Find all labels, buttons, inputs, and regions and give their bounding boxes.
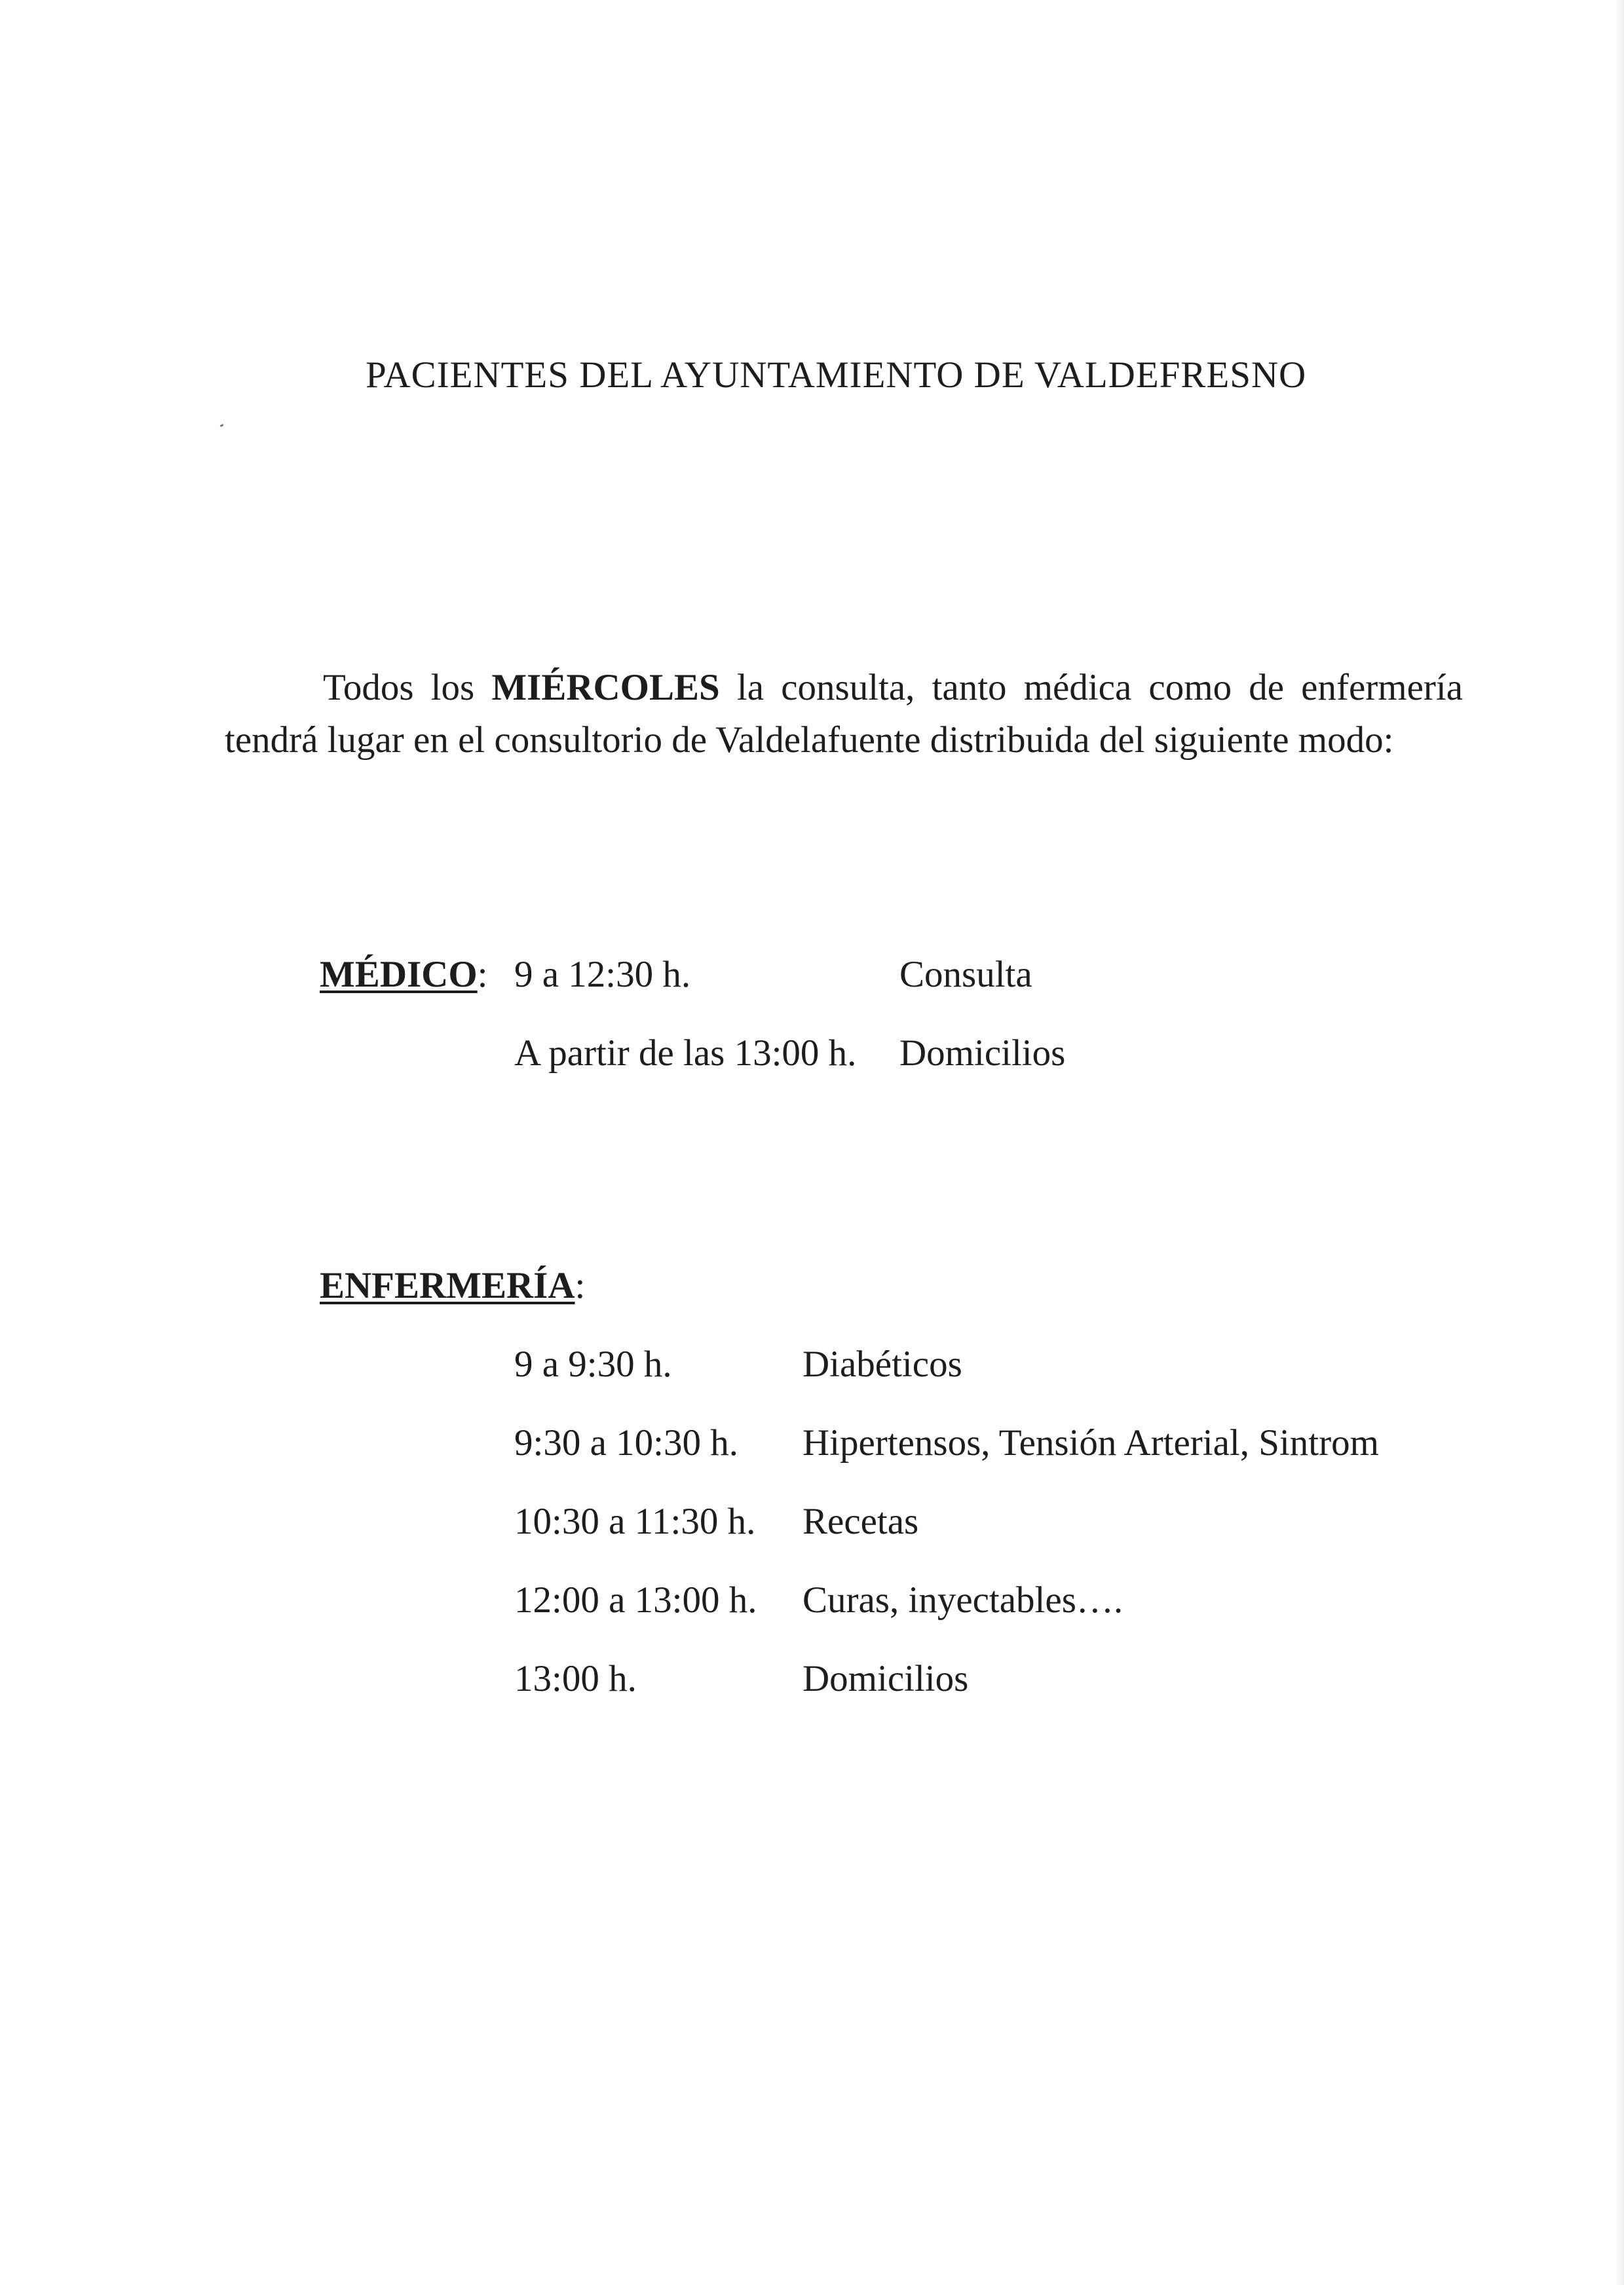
enfermeria-row-4-activity: Curas, inyectables…. <box>803 1579 1124 1621</box>
enfermeria-row-3-activity: Recetas <box>803 1501 919 1542</box>
medico-row-1-activity: Consulta <box>899 954 1032 995</box>
intro-rest: la consulta, tanto médica como de enfermería <box>719 667 1463 708</box>
medico-heading <box>320 953 488 996</box>
enfermeria-row-3-time: 10:30 a 11:30 h. <box>514 1501 756 1542</box>
medico-heading-label: MÉDICO <box>320 954 478 995</box>
enfermeria-row-2-time: 9:30 a 10:30 h. <box>514 1422 738 1464</box>
enfermeria-row-5-time: 13:00 h. <box>514 1658 637 1699</box>
intro-line-1 <box>225 662 1463 714</box>
intro-paragraph <box>225 662 1463 766</box>
enfermeria-row-1-time: 9 a 9:30 h. <box>514 1344 672 1385</box>
medico-row-2-activity: Domicilios <box>899 1032 1066 1074</box>
enfermeria-row-2-activity: Hipertensos, Tensión Arterial, Sintrom <box>803 1422 1379 1464</box>
medico-row-1-time: 9 a 12:30 h. <box>514 954 691 995</box>
medico-row-2-time: A partir de las 13:00 h. <box>514 1032 857 1074</box>
intro-line-2: tendrá lugar en el consultorio de Valdelafuente distribuida del siguiente modo: <box>225 719 1394 761</box>
scan-speck <box>220 424 224 427</box>
enfermeria-heading-label: ENFERMERÍA <box>320 1265 575 1306</box>
medico-heading-colon: : <box>477 954 488 995</box>
enfermeria-row-4-time: 12:00 a 13:00 h. <box>514 1579 757 1621</box>
document-title: PACIENTES DEL AYUNTAMIENTO DE VALDEFRESNO <box>366 354 1307 396</box>
enfermeria-heading <box>320 1264 585 1307</box>
scan-edge-shadow <box>1615 0 1624 2285</box>
intro-prefix: Todos los <box>323 667 492 708</box>
enfermeria-row-5-activity: Domicilios <box>803 1658 969 1699</box>
intro-day: MIÉRCOLES <box>491 667 720 708</box>
enfermeria-row-1-activity: Diabéticos <box>803 1344 962 1385</box>
enfermeria-heading-colon: : <box>575 1265 586 1306</box>
